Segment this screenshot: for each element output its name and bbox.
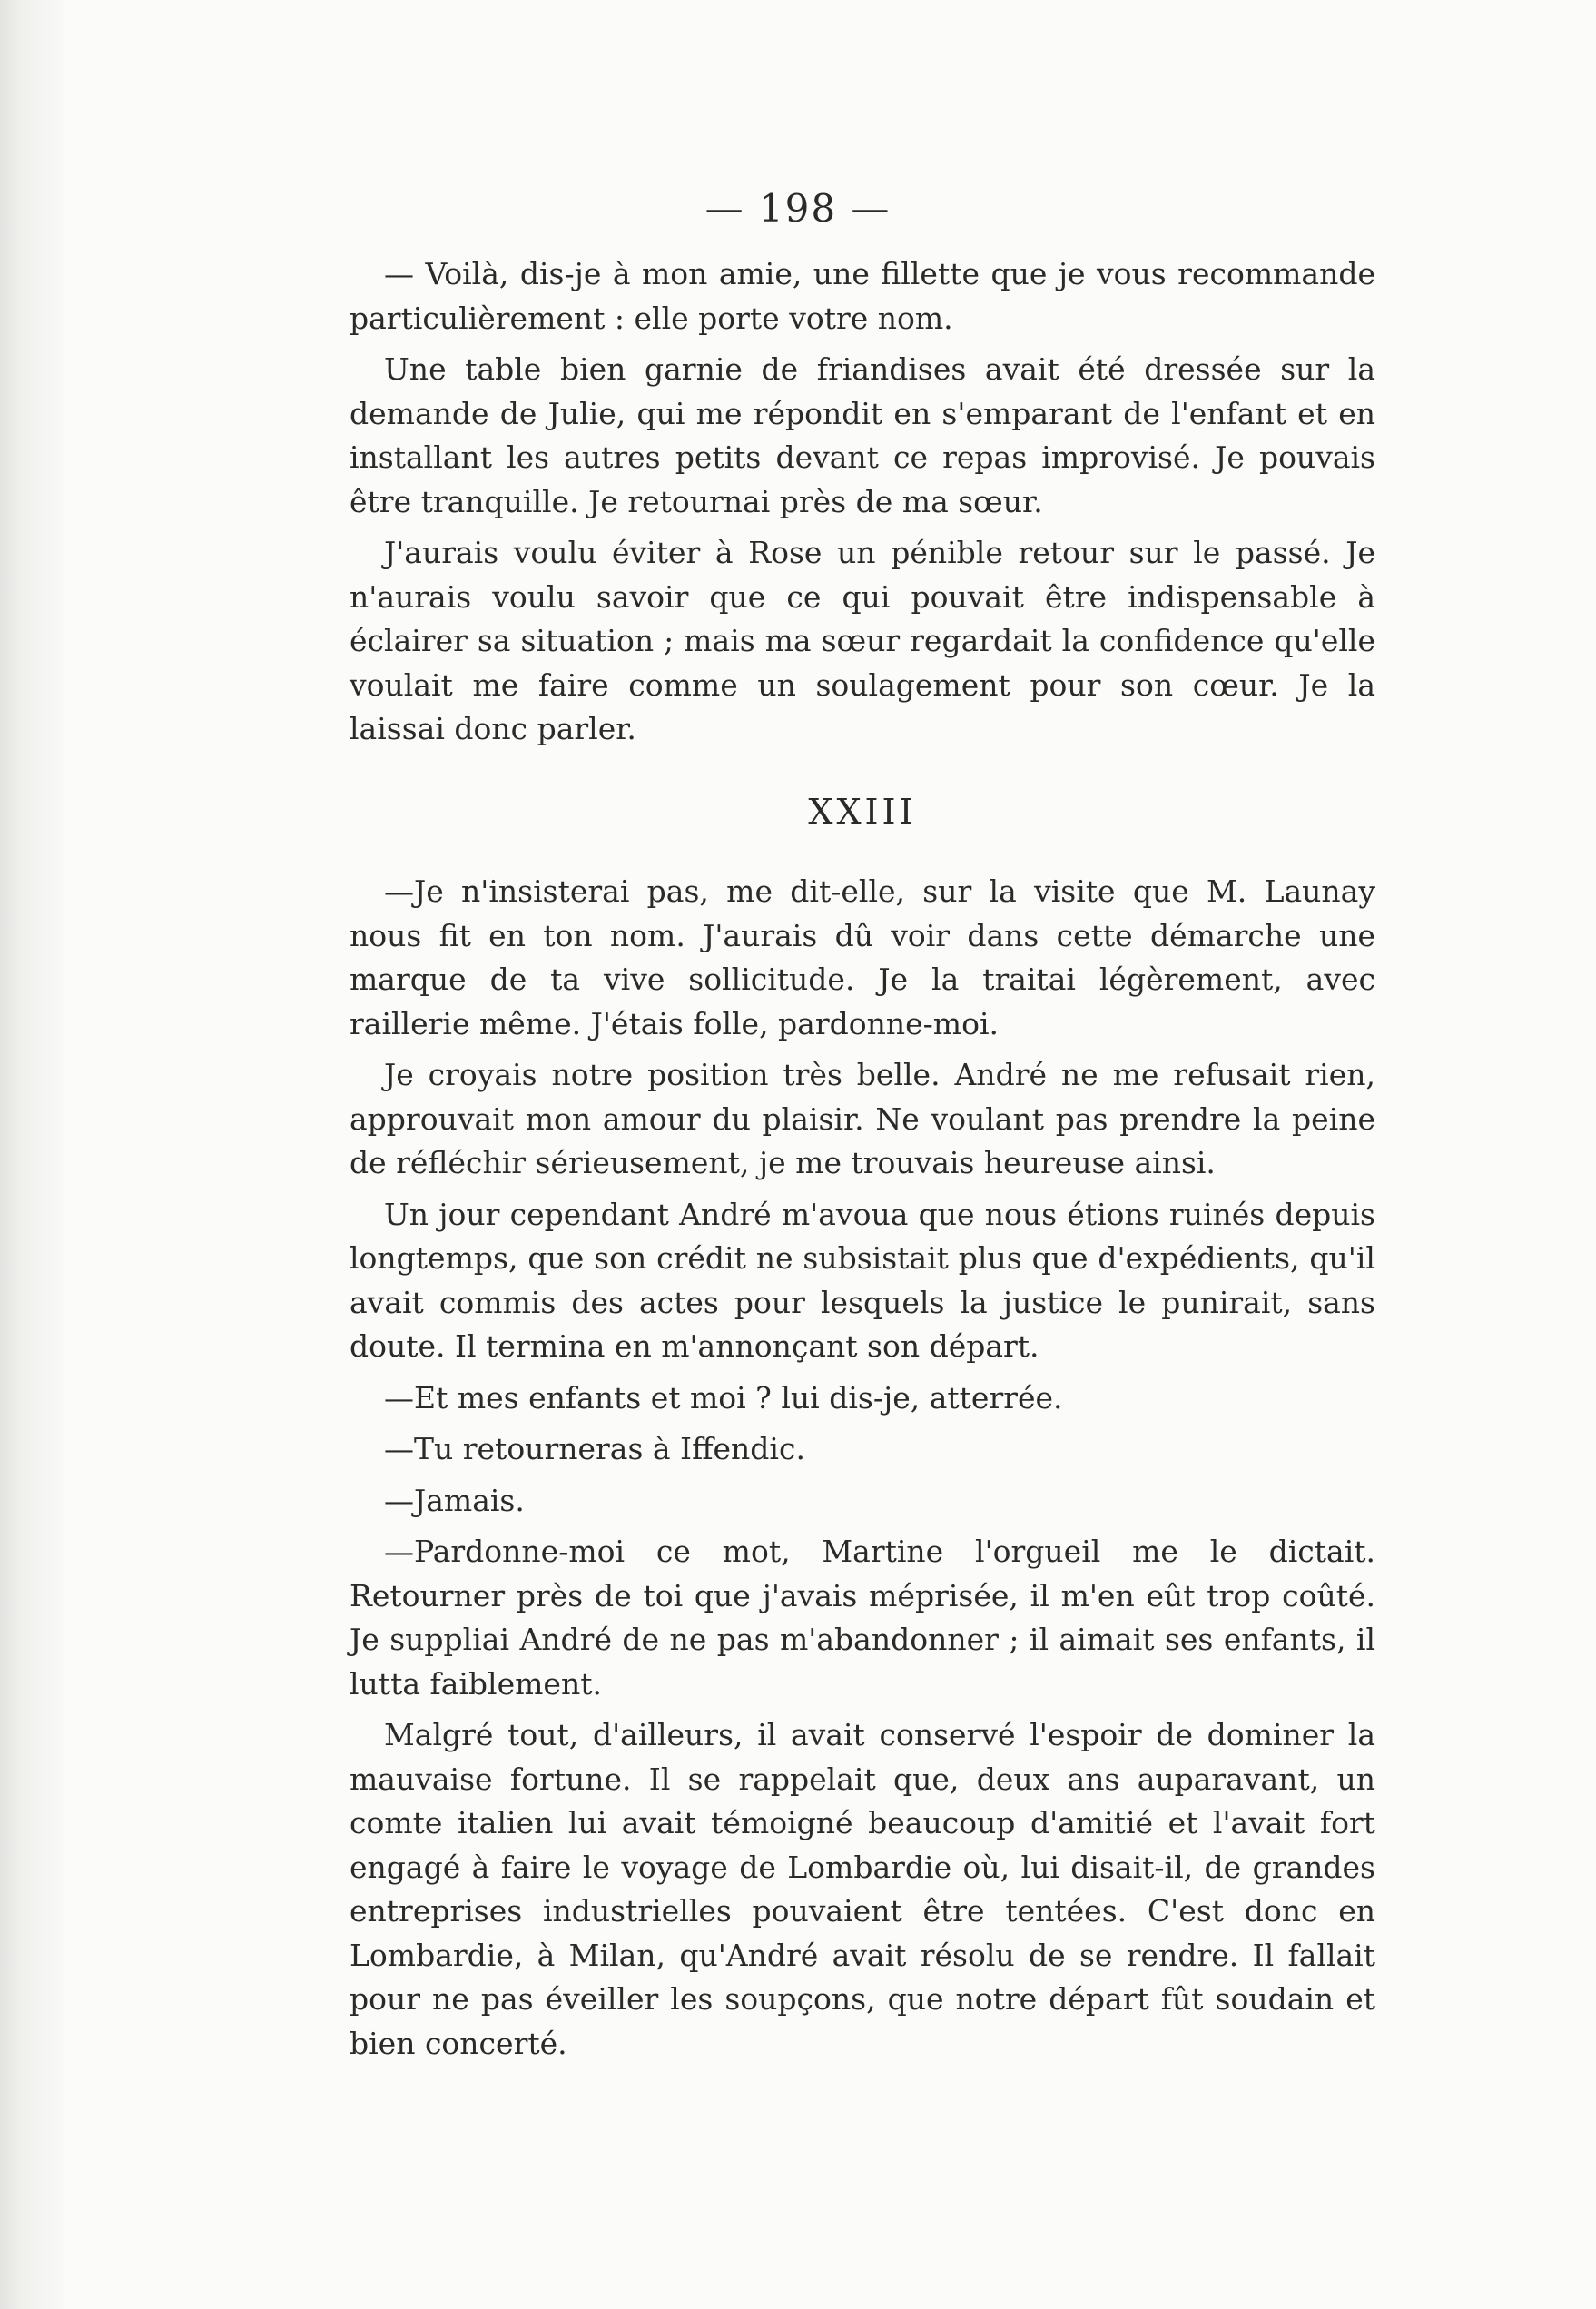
paragraph: Un jour cependant André m'avoua que nous étions ruinés depuis longtemps, que son crédit ne subsistait plus que d'expédients, qu'il avait commis des actes pour lesquels la justice le punirait, sans doute. Il termina en m'annonçant son départ.	[350, 1196, 1375, 1364]
paragraph: J'aurais voulu éviter à Rose un pénible retour sur le passé. Je n'aurais voulu savoir que ce qui pouvait être indispensable à éclairer sa situation ; mais ma sœur regardait la confidence qu'elle voulait me faire comme un soulagement pour son cœur. Je la laissai donc parler.	[350, 535, 1375, 746]
paragraph: Je croyais notre position très belle. André ne me refusait rien, approuvait mon amour du plaisir. Ne voulant pas prendre la peine de réfléchir sérieusement, je me trouvais heureuse ainsi.	[350, 1057, 1375, 1180]
paragraph: Une table bien garnie de friandises avait été dressée sur la demande de Julie, qui me répondit en s'emparant de l'enfant et en installant les autres petits devant ce repas improvisé. Je pouvais être tranquille. Je retournai près de ma sœur.	[350, 351, 1375, 519]
paragraph: —Pardonne-moi ce mot, Martine l'orgueil me le dictait. Retourner près de toi que j'avais méprisée, il m'en eût trop coûté. Je suppliai André de ne pas m'abandonner ; il aimait ses enfants, il lutta faiblement.	[350, 1534, 1375, 1702]
dialogue-line: —Tu retourneras à Iffendic.	[384, 1431, 805, 1466]
dialogue-line: —Et mes enfants et moi ? lui dis-je, atterrée.	[384, 1379, 1063, 1416]
paragraph: — Voilà, dis-je à mon amie, une fillette que je vous recommande particulièrement : elle porte votre nom.	[350, 256, 1375, 336]
page-edge-shadow	[0, 0, 64, 2309]
paragraph: Malgré tout, d'ailleurs, il avait conservé l'espoir de dominer la mauvaise fortune. Il se rappelait que, deux ans auparavant, un comte italien lui avait témoigné beaucoup d'amitié et l'avait fort engagé à faire le voyage de Lombardie où, lui disait-il, de grandes entreprises industrielles pouvaient être tentées. C'est donc en Lombardie, à Milan, qu'André avait résolu de se rendre. Il fallait pour ne pas éveiller les soupçons, que notre départ fût soudain et bien concerté.	[350, 1717, 1375, 2061]
chapter-heading: XXIII	[808, 791, 917, 832]
paragraph: —Je n'insisterai pas, me dit-elle, sur la visite que M. Launay nous fit en ton nom. J'aurais dû voir dans cette démarche une marque de ta vive sollicitude. Je la traitai légèrement, avec raillerie même. J'étais folle, pardonne-moi.	[350, 873, 1375, 1041]
dialogue-line: —Jamais.	[384, 1482, 525, 1518]
body-text	[350, 252, 1375, 2066]
page-number: — 198 —	[704, 186, 892, 231]
